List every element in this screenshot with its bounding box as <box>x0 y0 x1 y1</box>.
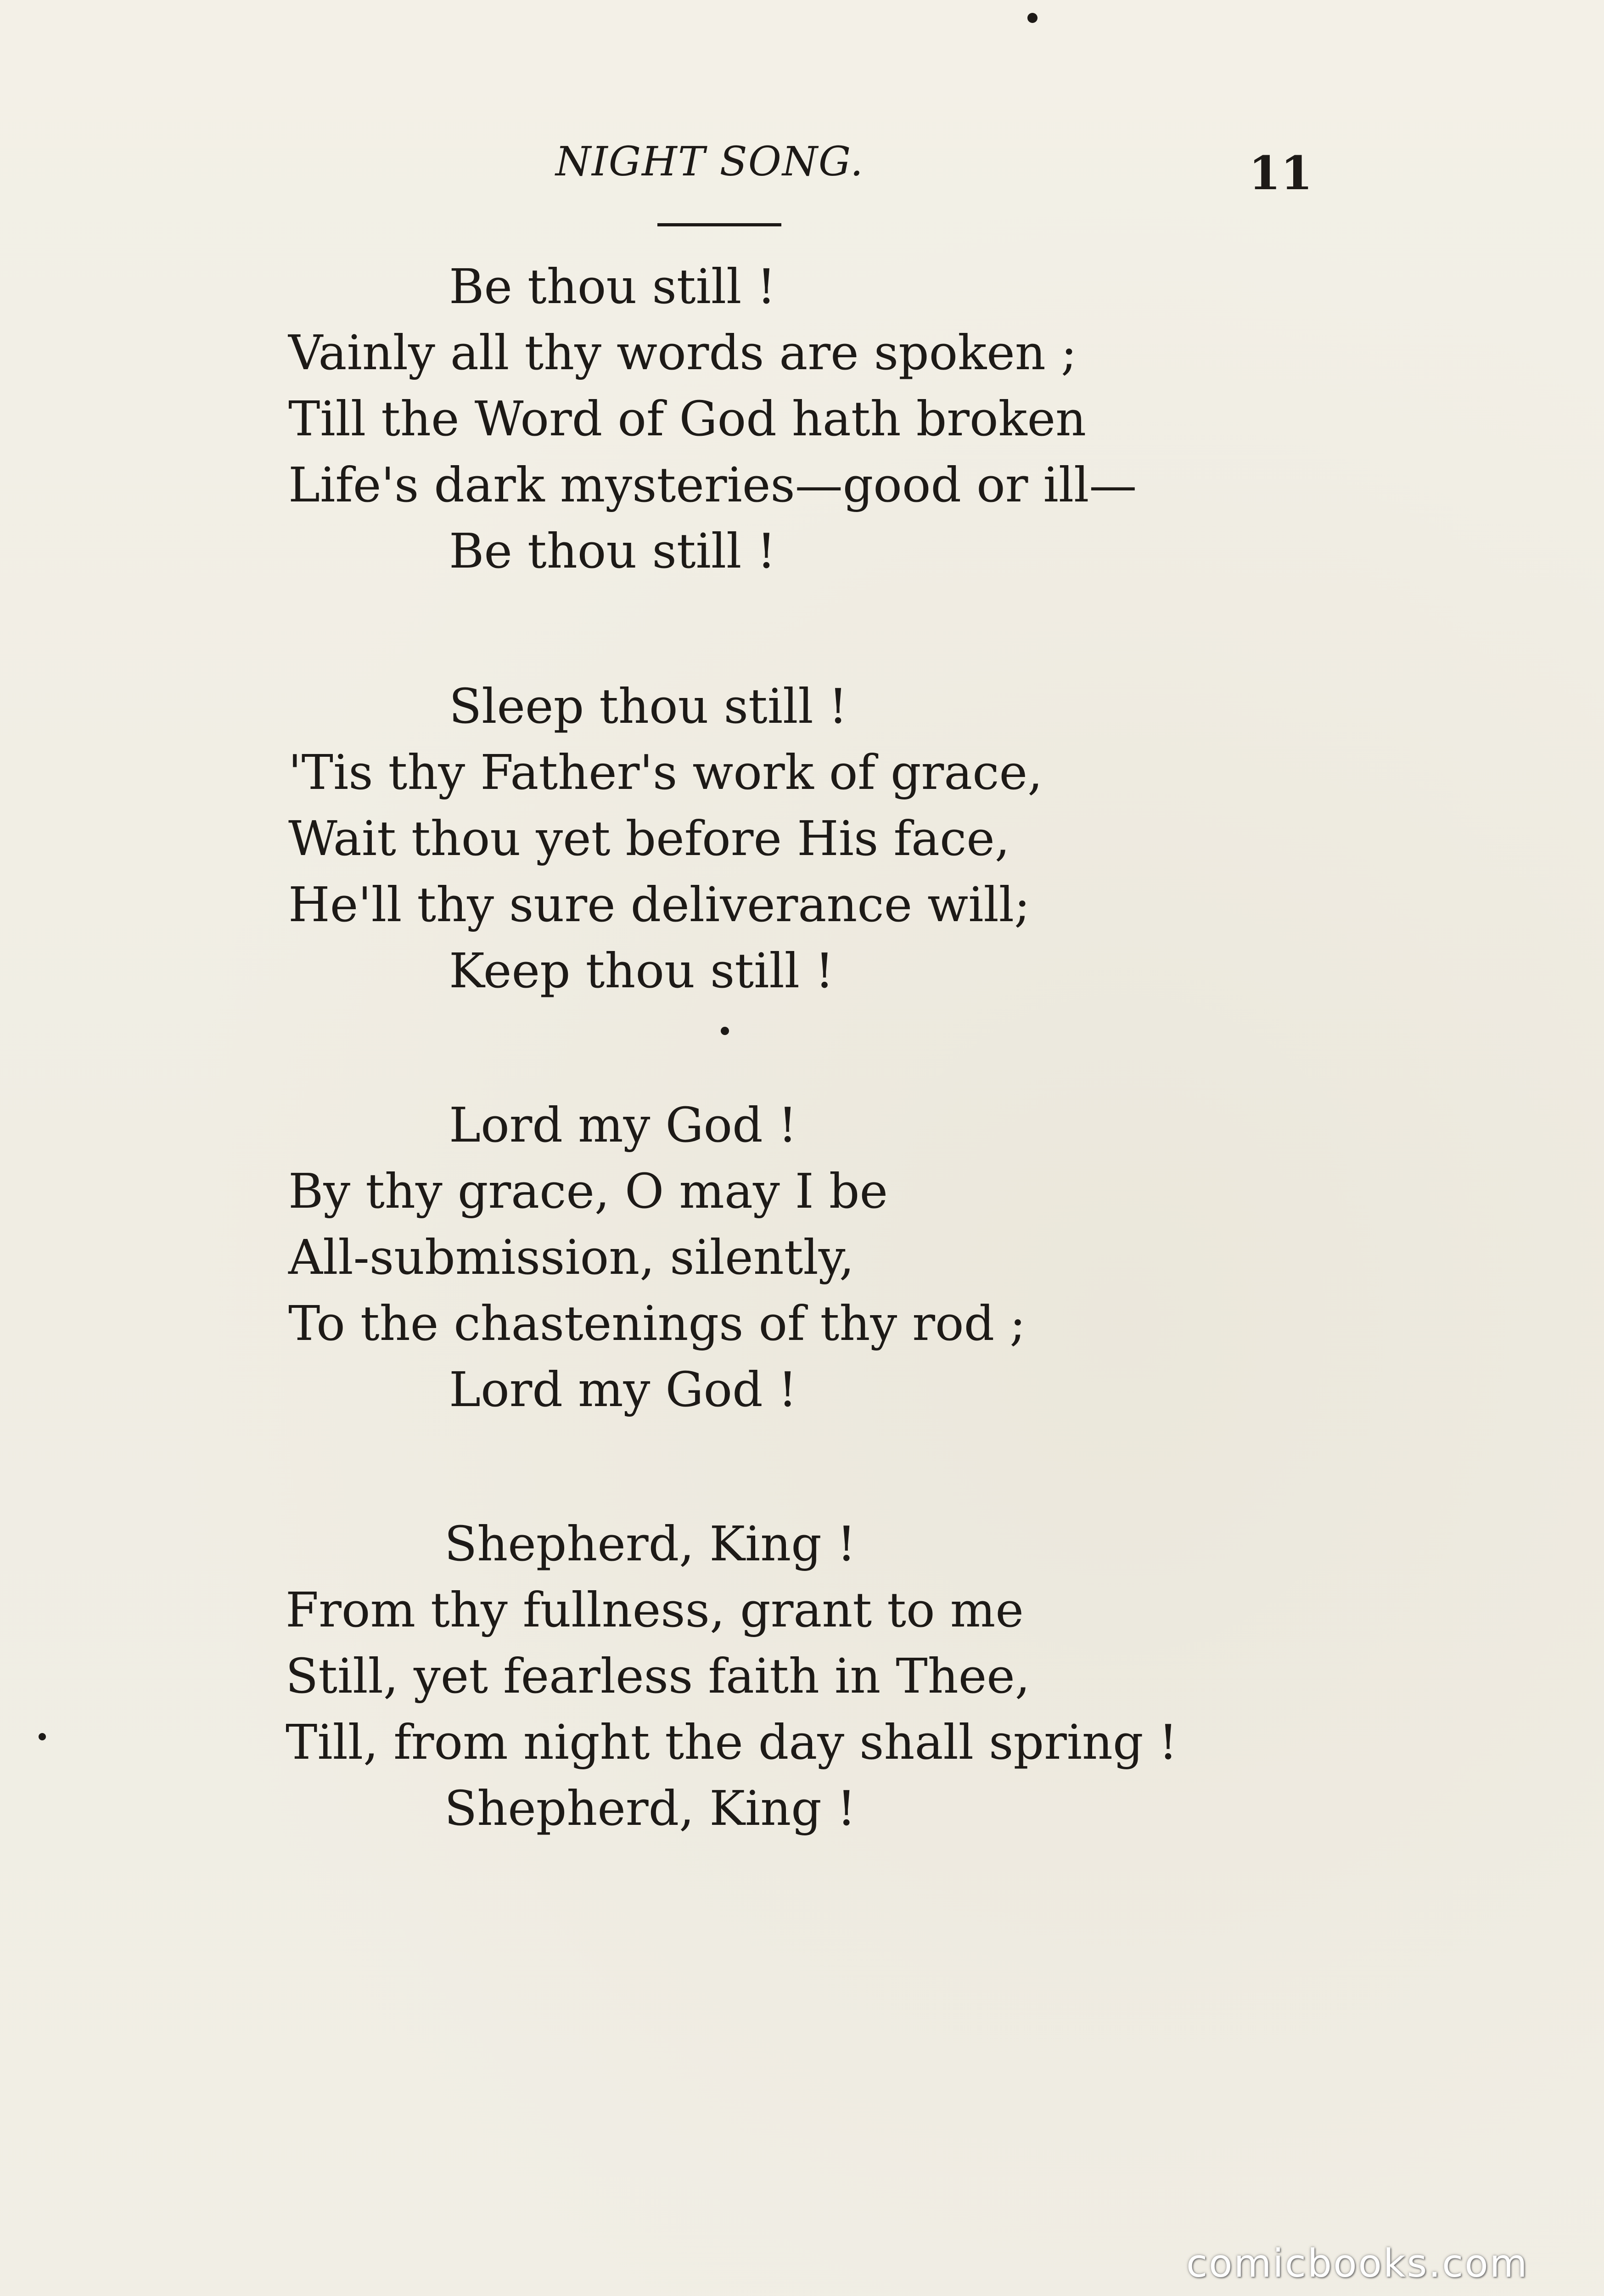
poem-line: Lord my God ! <box>449 1362 797 1418</box>
running-title: NIGHT SONG. <box>555 138 864 185</box>
poem-line: Vainly all thy words are spoken ; <box>288 325 1077 381</box>
title-rule <box>657 223 781 226</box>
poem-line: 'Tis thy Father's work of grace, <box>288 744 1043 800</box>
poem-line: From thy fullness, grant to me <box>286 1582 1024 1638</box>
poem-line: Be thou still ! <box>449 259 776 315</box>
poem-line: Lord my God ! <box>449 1097 797 1153</box>
poem-line: Still, yet fearless faith in Thee, <box>286 1648 1030 1704</box>
poem-line: Till the Word of God hath broken <box>288 391 1087 447</box>
poem-line: Be thou still ! <box>449 523 776 579</box>
poem-line: Till, from night the day shall spring ! <box>286 1714 1178 1770</box>
poem-line: By thy grace, O may I be <box>288 1163 888 1219</box>
site-watermark: comicbooks.com <box>1186 2241 1529 2286</box>
poem-line: He'll thy sure deliverance will; <box>288 877 1031 933</box>
poem-line: Shepherd, King ! <box>444 1516 856 1572</box>
ink-speck <box>721 1027 729 1035</box>
ink-speck <box>39 1733 46 1740</box>
poem-line: Keep thou still ! <box>449 943 834 999</box>
poem-line: Wait thou yet before His face, <box>288 810 1010 867</box>
page-number: 11 <box>1249 146 1313 200</box>
poem-line: To the chastenings of thy rod ; <box>288 1295 1026 1351</box>
poem-line: Sleep thou still ! <box>449 678 848 734</box>
poem-line: Life's dark mysteries—good or ill— <box>288 457 1137 513</box>
ink-speck <box>1027 13 1038 23</box>
poem-line: Shepherd, King ! <box>444 1780 856 1836</box>
poem-line: All-submission, silently, <box>288 1229 854 1285</box>
